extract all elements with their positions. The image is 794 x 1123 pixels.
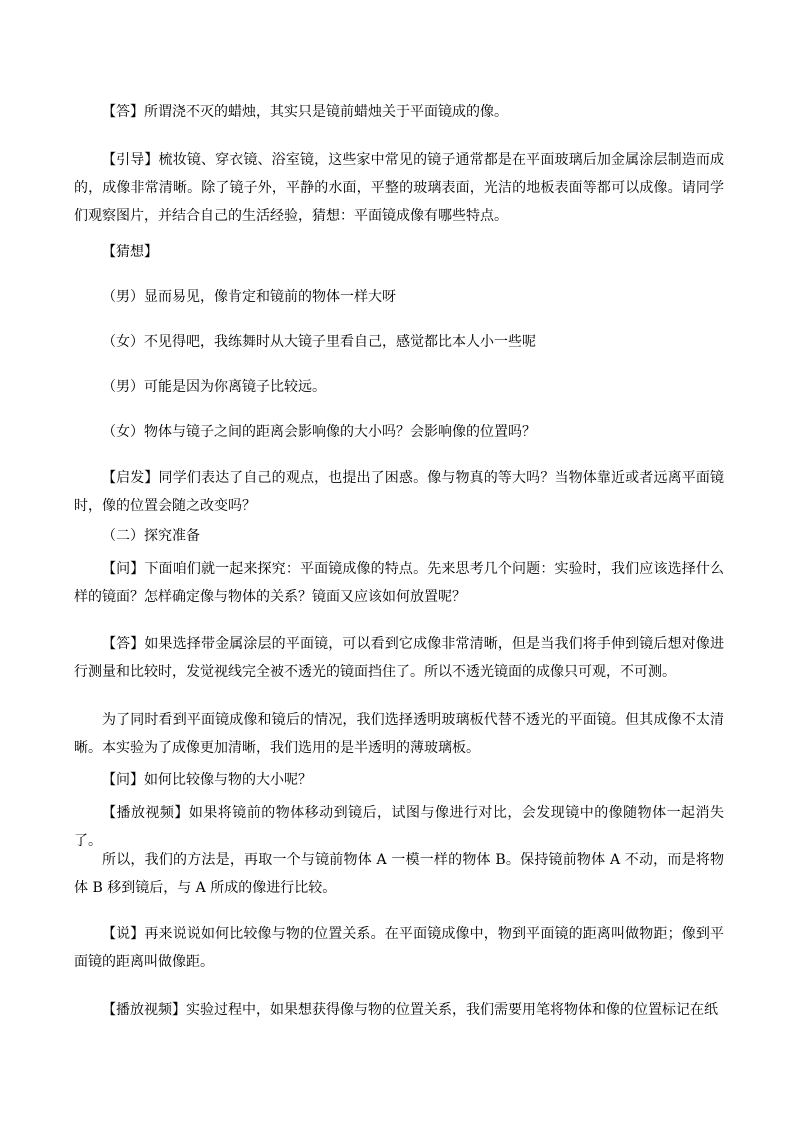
paragraph-question-mirror: 【问】下面咱们就一起来探究：平面镜成像的特点。先来思考几个问题：实验时，我们应该选择什么样的镜面？怎样确定像与物体的关系？镜面又应该如何放置呢？ [74,561,724,605]
paragraph-inspire: 【启发】同学们表达了自己的观点，也提出了困惑。像与物真的等大吗？当物体靠近或者远离平面镜时，像的位置会随之改变吗？ [74,470,724,514]
paragraph-video-2: 【播放视频】实验过程中，如果想获得像与物的位置关系，我们需要用笔将物体和像的位置标记在纸 [102,1002,718,1018]
paragraph-method: 所以，我们的方法是，再取一个与镜前物体 A 一模一样的物体 B。保持镜前物体 A 不动，而是将物体 B 移到镜后，与 A 所成的像进行比较。 [74,852,724,896]
paragraph-transparent-glass: 为了同时看到平面镜成像和镜后的情况，我们选择透明玻璃板代替不透光的平面镜。但其成像不太清晰。本实验为了成像更加清晰，我们选用的是半透明的薄玻璃板。 [74,712,724,756]
paragraph-answer-candle: 【答】所谓浇不灭的蜡烛，其实只是镜前蜡烛关于平面镜成的像。 [102,104,508,120]
paragraph-video-1: 【播放视频】如果将镜前的物体移动到镜后，试图与像进行对比，会发现镜中的像随物体一起消失了。 [74,805,724,849]
paragraph-guess-heading: 【猜想】 [102,244,158,260]
paragraph-boy-guess-1: （男）显而易见，像肯定和镜前的物体一样大呀 [102,289,396,305]
paragraph-answer-mirror: 【答】如果选择带金属涂层的平面镜，可以看到它成像非常清晰，但是当我们将手伸到镜后想对像进行测量和比较时，发觉视线完全被不透光的镜面挡住了。所以不透光镜面的成像只可观，不可测。 [74,636,724,680]
paragraph-position-relation: 【说】再来说说如何比较像与物的位置关系。在平面镜成像中，物到平面镜的距离叫做物距；像到平面镜的距离叫做像距。 [74,926,724,970]
paragraph-girl-guess-2: （女）物体与镜子之间的距离会影响像的大小吗？会影响像的位置吗？ [102,424,536,440]
paragraph-question-size: 【问】如何比较像与物的大小呢？ [102,772,312,788]
paragraph-girl-guess-1: （女）不见得吧，我练舞时从大镜子里看自己，感觉都比本人小一些呢 [102,334,536,350]
paragraph-boy-guess-2: （男）可能是因为你离镜子比较远。 [102,379,326,395]
section-heading-preparation: （二）探究准备 [102,528,200,544]
paragraph-guide-mirrors: 【引导】梳妆镜、穿衣镜、浴室镜，这些家中常见的镜子通常都是在平面玻璃后加金属涂层制造而成的，成像非常清晰。除了镜子外，平静的水面，平整的玻璃表面，光洁的地板表面等都可以成像。请同学们观察图片，并结合自己的生活经验，猜想：平面镜成像有哪些特点。 [74,152,724,224]
